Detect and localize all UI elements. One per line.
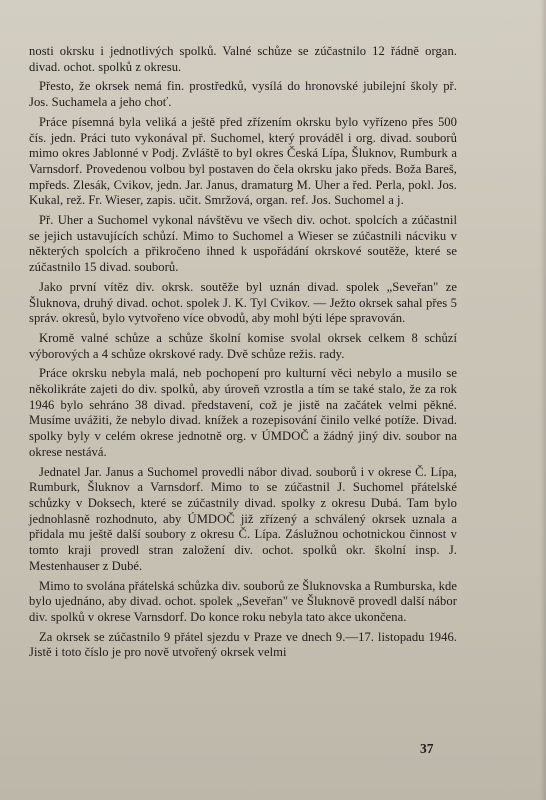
paragraph-3: Práce písemná byla veliká a ještě před zřízením okrsku bylo vyřízeno přes 500 čís. jedn. Práci tuto vykonával př. Suchomel, který prováděl i org. divad. souborů mimo okres Jablonné v Podj. Zvláště to byl okres Česká Lípa, Šluknov, Rumburk a Varnsdorf. Provedenou volbou byl postaven do čela okrsku jako předs. Boža Bareš, mpředs. Zlesák, Cvikov, jedn. Jar. Janus, dramaturg M. Uher a řed. Perla, pokl. Jos. Kukal, rež. Fr. Wieser, zapis. učit. Smržová, organ. ref. Jos. Suchomel a j. <box>29 114 457 208</box>
paragraph-10: Za okrsek se zúčastnilo 9 přátel sjezdu v Praze ve dnech 9.—17. listopadu 1946. Jistě i toto číslo je pro nově utvořený okrsek velmi <box>29 629 457 660</box>
paragraph-9: Mimo to svolána přátelská schůzka div. souborů ze Šluknovska a Rumburska, kde bylo ujednáno, aby divad. ochot. spolek „Seveřan" ve Šluknově provedl další nábor div. spolků v okrese Varnsdorf. Do konce roku nebyla tato akce ukončena. <box>29 578 457 624</box>
paragraph-4: Př. Uher a Suchomel vykonal návštěvu ve všech div. ochot. spolcích a zúčastnil se jejich ustavujících schůzí. Mimo to Suchomel a Wieser se zúčastnili nácviku v některých spolcích a přikročeno ihned k uspořádání okrskové soutěže, které se zúčastnilo 15 divad. souborů. <box>29 213 457 275</box>
paragraph-7: Práce okrsku nebyla malá, neb pochopení pro kulturní věci nebylo a musilo se několikráte zajeti do div. spolků, aby úroveň vzrostla a tím se také stalo, že za rok 1946 bylo sehráno 38 divad. představení, což je jistě na začátek velmi pěkné. Musíme uvážiti, že nebylo divad. knížek a rozepisování činilo velké potíže. Divad. spolky byly v celém okrese jednotně org. v ÚMDOČ a žádný jiný div. soubor na okrese nestává. <box>29 366 457 459</box>
page-number: 37 <box>420 741 434 756</box>
page-edge-shadow <box>540 0 546 800</box>
paragraph-6: Kromě valné schůze a schůze školní komise svolal okrsek celkem 8 schůzí výborových a 4 schůze okrskové rady. Dvě schůze režis. rady. <box>29 330 457 361</box>
paragraph-5: Jako první vítěz div. okrsk. soutěže byl uznán divad. spolek „Seveřan" ze Šluknova, druhý divad. ochot. spolek J. K. Tyl Cvikov. — Ježto okrsek sahal přes 5 správ. okresů, bylo vytvořeno více obvodů, aby mohl býti lépe spravován. <box>29 279 457 326</box>
paragraph-1: nosti okrsku i jednotlivých spolků. Valné schůze se zúčastnilo 12 řádně organ. divad. ochot. spolků z okresu. <box>29 44 457 74</box>
body-text <box>29 44 457 665</box>
paragraph-8: Jednatel Jar. Janus a Suchomel provedli nábor divad. souborů i v okrese Č. Lípa, Rumburk, Šluknov a Varnsdorf. Mimo to se zúčastnil J. Suchomel přátelské schůzky v Doksech, které se zúčastnily divad. spolky z okresu Dubá. Tam bylo jednohlasně rozhodnuto, aby ÚMDOČ již zřízený a schválený okrsek uznala a přidala mu ještě další soubory z okresu Č. Lípa. Záslužnou ochotnickou činnost v tomto kraji provedl stran založení div. ochot. spolků okr. školní insp. J. Mestenhauser z Dubé. <box>29 464 457 573</box>
paragraph-2: Přesto, že okrsek nemá fin. prostředků, vysílá do hronovské jubilejní školy př. Jos. Suchamela a jeho choť. <box>29 79 457 110</box>
